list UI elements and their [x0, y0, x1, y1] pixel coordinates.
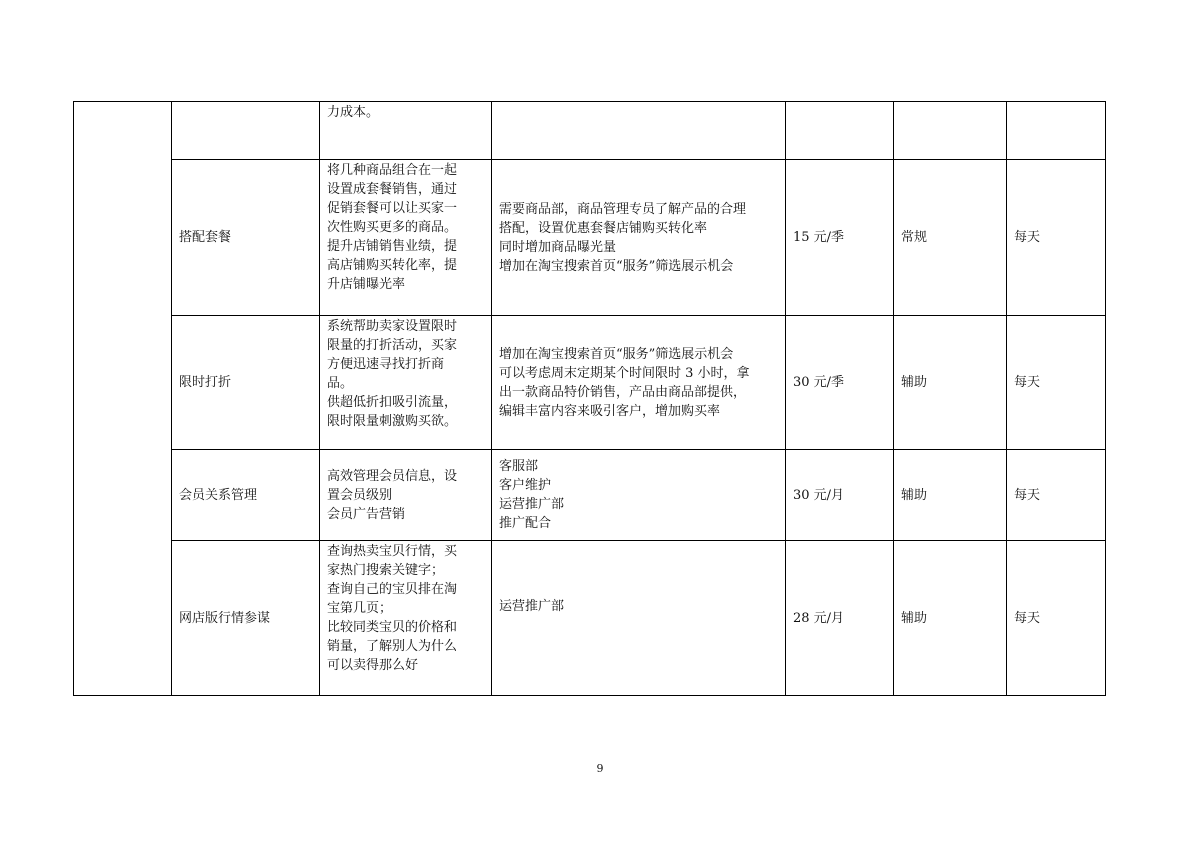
price-cell: 15 元/季	[786, 160, 894, 316]
type-cell: 常规	[894, 160, 1007, 316]
note-line: 搭配，设置优惠套餐店铺购买转化率	[499, 220, 708, 236]
table-row	[74, 102, 1106, 160]
table-row	[74, 541, 1106, 696]
description-line: 比较同类宝贝的价格和	[327, 620, 458, 635]
table-row	[74, 316, 1106, 450]
description-line: 查询自己的宝贝排在淘	[327, 582, 458, 597]
category-cell	[74, 102, 172, 696]
table-row	[74, 160, 1106, 316]
price-cell: 28 元/月	[786, 541, 894, 696]
description-line: 销量，了解别人为什么	[327, 639, 458, 654]
service-description-cell	[320, 102, 492, 160]
description-line: 促销套餐可以让买家一	[327, 201, 458, 216]
service-table	[73, 101, 1106, 696]
table-row	[74, 450, 1106, 541]
service-description-cell	[320, 450, 492, 541]
service-name-cell: 网店版行情参谋	[172, 541, 320, 696]
description-line: 系统帮助卖家设置限时	[327, 319, 458, 334]
description-line: 家热门搜索关键字；	[327, 563, 445, 578]
description-line: 高效管理会员信息，设	[327, 468, 458, 484]
note-line: 推广配合	[499, 516, 552, 531]
note-line: 同时增加商品曝光量	[499, 239, 617, 255]
price-cell: 30 元/季	[786, 316, 894, 450]
note-line: 可以考虑周末定期某个时间限时 3 小时，拿	[499, 365, 750, 381]
frequency-cell	[1007, 102, 1106, 160]
note-line: 增加在淘宝搜索首页“服务”筛选展示机会	[499, 258, 734, 274]
frequency-cell: 每天	[1007, 160, 1106, 316]
service-name-cell	[172, 102, 320, 160]
description-line: 次性购买更多的商品。	[327, 220, 458, 235]
service-description-cell	[320, 541, 492, 696]
service-name-cell: 限时打折	[172, 316, 320, 450]
frequency-cell: 每天	[1007, 541, 1106, 696]
note-line: 增加在淘宝搜索首页“服务”筛选展示机会	[499, 346, 734, 362]
note-line: 客户维护	[499, 478, 552, 493]
note-line: 客服部	[499, 459, 539, 474]
type-cell: 辅助	[894, 450, 1007, 541]
description-line: 置会员级别	[327, 487, 393, 503]
description-line: 力成本。	[327, 105, 380, 120]
description-line: 设置成套餐销售，通过	[327, 182, 458, 197]
description-line: 限量的打折活动，买家	[327, 338, 458, 353]
note-line: 出一款商品特价销售，产品由商品部提供，	[499, 384, 747, 400]
service-name-cell: 会员关系管理	[172, 450, 320, 541]
note-line: 运营推广部	[499, 599, 565, 614]
description-line: 升店铺曝光率	[327, 277, 406, 292]
description-line: 提升店铺销售业绩，提	[327, 239, 458, 254]
description-line: 品。	[327, 376, 354, 391]
description-line: 查询热卖宝贝行情，买	[327, 544, 458, 559]
note-line: 需要商品部，商品管理专员了解产品的合理	[499, 201, 747, 217]
description-line: 将几种商品组合在一起	[327, 163, 458, 178]
frequency-cell: 每天	[1007, 316, 1106, 450]
service-note-cell	[492, 160, 786, 316]
price-cell	[786, 102, 894, 160]
service-note-cell	[492, 450, 786, 541]
note-line: 编辑丰富内容来吸引客户，增加购买率	[499, 403, 721, 419]
description-line: 宝第几页；	[327, 601, 393, 616]
type-cell: 辅助	[894, 316, 1007, 450]
service-note-cell	[492, 541, 786, 696]
frequency-cell: 每天	[1007, 450, 1106, 541]
description-line: 会员广告营销	[327, 506, 406, 522]
service-description-cell	[320, 316, 492, 450]
service-note-cell	[492, 316, 786, 450]
service-name-cell: 搭配套餐	[172, 160, 320, 316]
type-cell: 辅助	[894, 541, 1007, 696]
description-line: 可以卖得那么好	[327, 658, 419, 673]
description-line: 方便迅速寻找打折商	[327, 357, 445, 372]
page-number: 9	[596, 762, 604, 775]
description-line: 限时限量刺激购买欲。	[327, 414, 458, 429]
note-line: 运营推广部	[499, 497, 565, 512]
price-cell: 30 元/月	[786, 450, 894, 541]
service-description-cell	[320, 160, 492, 316]
description-line: 高店铺购买转化率，提	[327, 258, 458, 273]
service-note-cell	[492, 102, 786, 160]
type-cell	[894, 102, 1007, 160]
description-line: 供超低折扣吸引流量，	[327, 395, 458, 410]
